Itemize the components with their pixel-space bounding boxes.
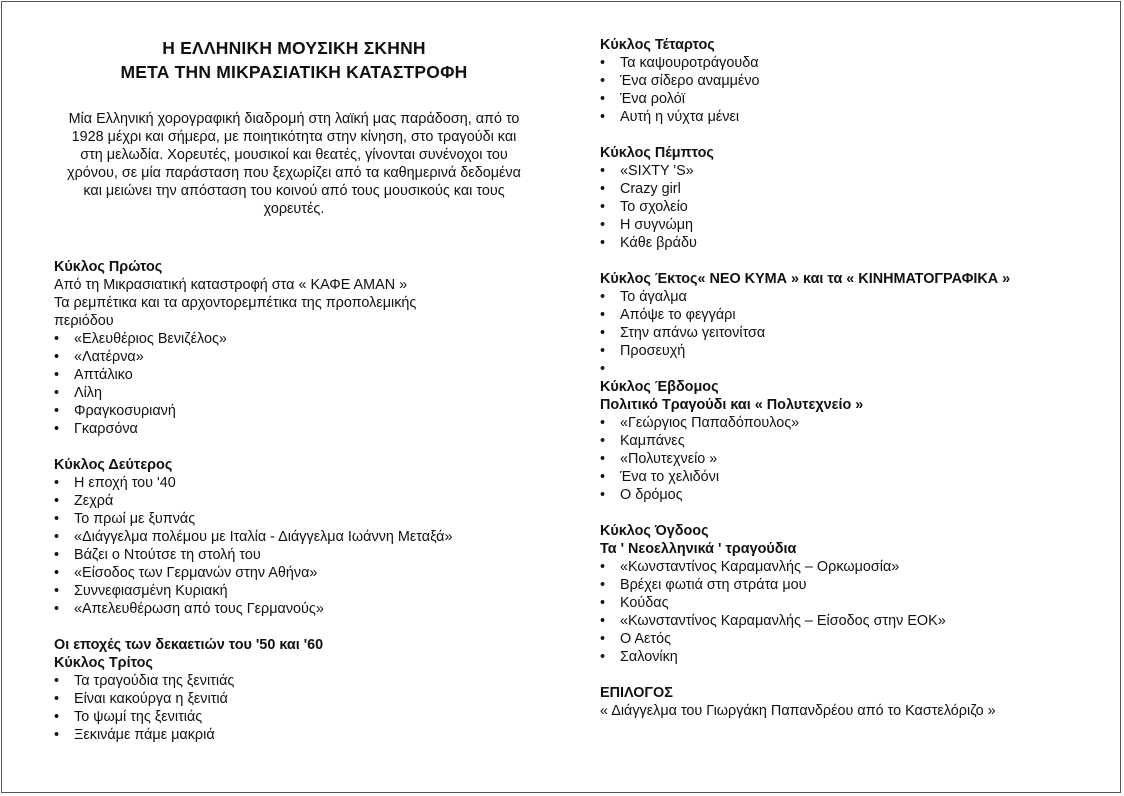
cycle-3-list — [54, 672, 534, 744]
list-item: • Είναι κακούργα η ξενιτιά — [54, 691, 228, 707]
list-item: • «Κωνσταντίνος Καραμανλής – Ορκωμοσία» — [600, 559, 900, 575]
cycle-4-heading: Κύκλος Τέταρτος — [600, 37, 715, 53]
epilogue — [600, 684, 1090, 720]
list-item: • «Λατέρνα» — [54, 349, 144, 365]
list-item: • Φραγκοσυριανή — [54, 403, 176, 419]
list-item: • Λίλη — [54, 385, 103, 401]
cycle-7-subheading: Πολιτικό Τραγούδι και « Πολυτεχνείο » — [600, 397, 864, 413]
cycle-8 — [600, 522, 1090, 666]
cycle-4-list — [600, 54, 1090, 126]
cycle-8-heading: Κύκλος Όγδοος — [600, 523, 709, 539]
title-line-2: ΜΕΤΑ ΤΗΝ ΜΙΚΡΑΣΙΑΤΙΚΗ ΚΑΤΑΣΤΡΟΦΗ — [120, 62, 468, 82]
list-item: • Το πρωί με ξυπνάς — [54, 511, 196, 527]
list-item: • Γκαρσόνα — [54, 421, 138, 437]
intro-paragraph: Μία Ελληνική χορογραφική διαδρομή στη λαϊκή μας παράδοση, από το 1928 μέχρι και σήμερα, με ποιητικότητα στην κίνηση, στο τραγούδι και στη μελωδία. Χορευτές, μουσικοί και θεατές, γίνονται συνένοχοι του χρόνου, σε μία παράσταση που ξεχωρίζει από τα καθημερινά δεδομένα και μειώνει την απόσταση του κοινού από τους μουσικούς και τους χορευτές. — [67, 111, 521, 217]
list-item: • Αυτή η νύχτα μένει — [600, 109, 740, 125]
list-item: • Συννεφιασμένη Κυριακή — [54, 583, 228, 599]
cycle-2-list — [54, 474, 534, 618]
list-item: • «Απελευθέρωση από τους Γερμανούς» — [54, 601, 324, 617]
cycle-6 — [600, 270, 1090, 378]
list-item: • Ο Αετός — [600, 631, 672, 647]
cycle-5 — [600, 144, 1090, 252]
list-item: • Η εποχή του '40 — [54, 475, 176, 491]
list-item: • Τα τραγούδια της ξενιτιάς — [54, 673, 235, 689]
cycle-8-subheading: Τα ' Νεοελληνικά ' τραγούδια — [600, 541, 797, 557]
right-column — [600, 36, 1090, 720]
list-item: • Ένα σίδερο αναμμένο — [600, 73, 760, 89]
cycle-1-line-3: περιόδου — [54, 313, 114, 329]
cycle-7-heading: Κύκλος Έβδομος — [600, 379, 719, 395]
cycle-5-heading: Κύκλος Πέμπτος — [600, 145, 714, 161]
list-item: • Ξεκινάμε πάμε μακριά — [54, 727, 215, 743]
list-item: • Το ψωμί της ξενιτιάς — [54, 709, 203, 725]
list-item: • Το άγαλμα — [600, 289, 687, 305]
cycle-3-pre-heading: Οι εποχές των δεκαετιών του '50 και '60 — [54, 637, 324, 653]
cycle-1-heading: Κύκλος Πρώτος — [54, 259, 163, 275]
list-item: • Crazy girl — [600, 181, 681, 197]
list-item: • Βάζει ο Ντούτσε τη στολή του — [54, 547, 261, 563]
list-item: • «Πολυτεχνείο » — [600, 451, 718, 467]
list-item: • Ζεχρά — [54, 493, 114, 509]
list-item: • Βρέχει φωτιά στη στράτα μου — [600, 577, 807, 593]
list-item: • Κούδας — [600, 595, 669, 611]
cycle-1-line-1: Από τη Μικρασιατική καταστροφή στα « ΚΑΦΕ ΑΜΑΝ » — [54, 277, 408, 293]
list-item: • «Κωνσταντίνος Καραμανλής – Είσοδος στην ΕΟΚ» — [600, 613, 946, 629]
cycle-3 — [54, 636, 534, 744]
list-item: • Στην απάνω γειτονίτσα — [600, 325, 766, 341]
cycle-1 — [54, 258, 534, 438]
list-item: • Απτάλικο — [54, 367, 133, 383]
cycle-1-line-2: Τα ρεμπέτικα και τα αρχοντορεμπέτικα της προπολεμικής — [54, 295, 417, 311]
list-item: • Σαλονίκη — [600, 649, 678, 665]
list-item: • Καμπάνες — [600, 433, 685, 449]
title-line-1: Η ΕΛΛΗΝΙΚΗ ΜΟΥΣΙΚΗ ΣΚΗΝΗ — [162, 38, 426, 58]
cycle-4 — [600, 36, 1090, 126]
cycle-1-list — [54, 330, 534, 438]
cycle-7 — [600, 378, 1090, 504]
cycle-2 — [54, 456, 534, 618]
list-item: • — [600, 361, 606, 377]
list-item: • «Γεώργιος Παπαδόπουλος» — [600, 415, 800, 431]
list-item: • «Ελευθέριος Βενιζέλος» — [54, 331, 227, 347]
cycle-3-heading: Κύκλος Τρίτος — [54, 655, 153, 671]
page-title — [54, 36, 534, 84]
list-item: • Κάθε βράδυ — [600, 235, 697, 251]
epilogue-text: « Διάγγελμα του Γιωργάκη Παπανδρέου από το Καστελόριζο » — [600, 703, 996, 719]
list-item: • Η συγνώμη — [600, 217, 694, 233]
list-item: • Απόψε το φεγγάρι — [600, 307, 736, 323]
list-item: • «SIXTY 'S» — [600, 163, 694, 179]
list-item: • Ο δρόμος — [600, 487, 683, 503]
cycle-8-list — [600, 558, 1090, 666]
cycle-7-list — [600, 414, 1090, 504]
cycle-6-list — [600, 288, 1090, 378]
list-item: • Ένα ρολόϊ — [600, 91, 685, 107]
cycle-5-list — [600, 162, 1090, 252]
list-item: • Τα καψουροτράγουδα — [600, 55, 759, 71]
epilogue-heading: ΕΠΙΛΟΓΟΣ — [600, 685, 673, 701]
list-item: • «Διάγγελμα πολέμου με Ιταλία - Διάγγελμα Ιωάννη Μεταξά» — [54, 529, 453, 545]
cycle-6-heading: Κύκλος Έκτος« ΝΕΟ ΚΥΜΑ » και τα « ΚΙΝΗΜΑΤΟΓΡΑΦΙΚΑ » — [600, 271, 1011, 287]
list-item: • Ένα το χελιδόνι — [600, 469, 720, 485]
list-item: • «Είσοδος των Γερμανών στην Αθήνα» — [54, 565, 318, 581]
left-column — [54, 36, 534, 744]
cycle-2-heading: Κύκλος Δεύτερος — [54, 457, 173, 473]
list-item: • Προσευχή — [600, 343, 686, 359]
list-item: • Το σχολείο — [600, 199, 688, 215]
